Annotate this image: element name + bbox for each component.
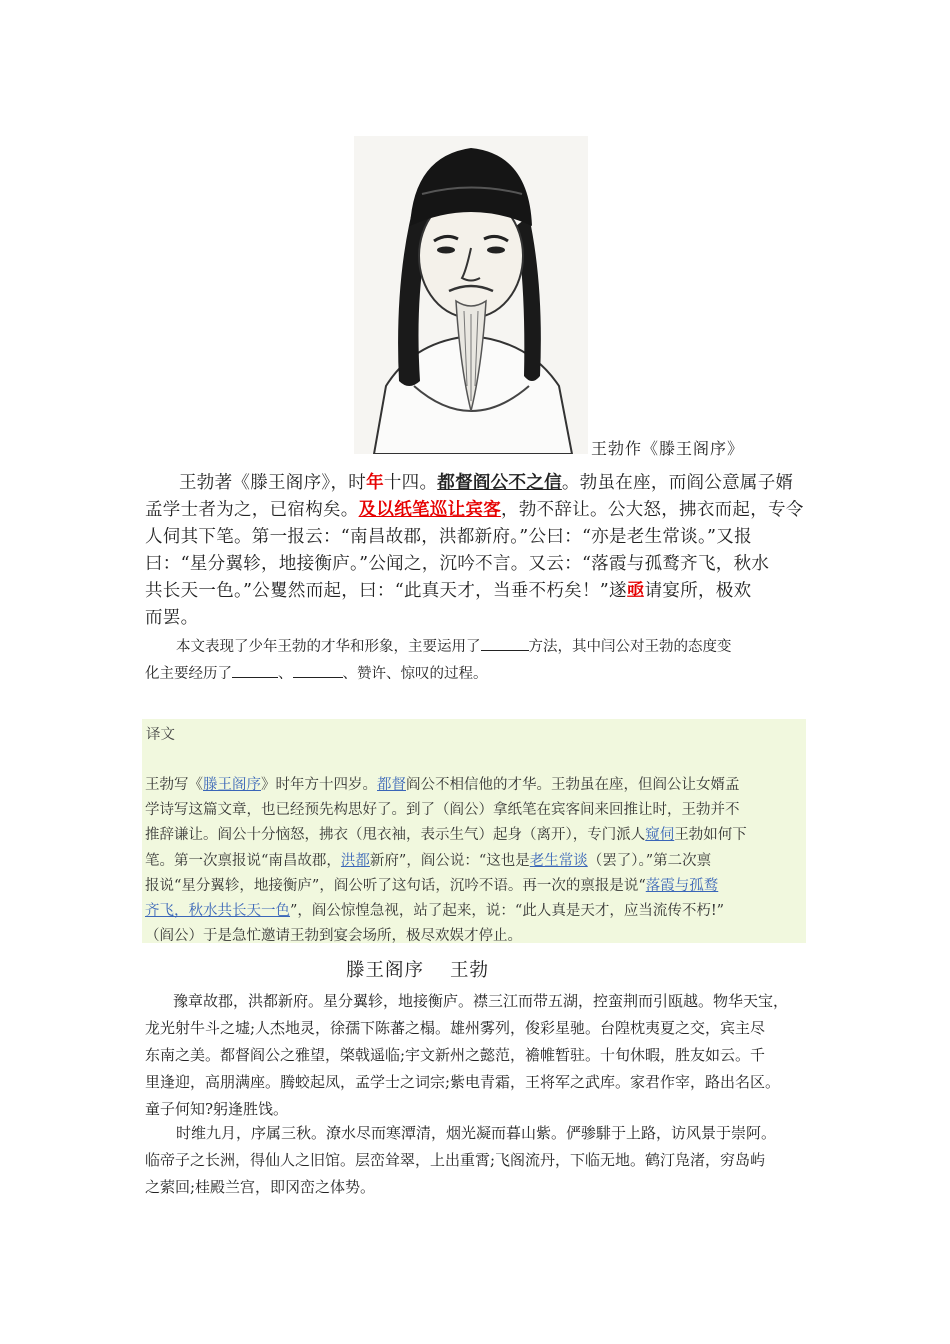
story-line-2 [145, 497, 807, 524]
translation-line [145, 849, 805, 874]
essay-line: 之萦回;桂殿兰宫，即冈峦之体势。 [145, 1178, 376, 1196]
translation-text: 》时年方十四岁。 [261, 777, 377, 793]
story-text: ，勃不辞让。公大怒，拂衣而起，专令 [501, 500, 804, 520]
link-luoxia-1[interactable]: 落霞与孤鹜 [645, 877, 719, 894]
story-paragraph [145, 470, 807, 632]
translation-box [142, 719, 806, 943]
translation-text: 王勃如何下 [674, 827, 747, 844]
story-text: 人伺其下笔。第一报云：“南昌故郡，洪都新府。”公曰：“亦是老生常谈。”又报 [145, 527, 752, 547]
link-kuisi[interactable]: 窥伺 [645, 827, 675, 844]
essay-line: 龙光射牛斗之墟;人杰地灵，徐孺下陈蕃之榻。雄州雾列，俊彩星驰。台隍枕夷夏之交，宾主尽 [145, 1019, 766, 1037]
translation-line [145, 823, 805, 848]
answer-blank-1[interactable] [481, 636, 529, 651]
question-text: 方法，其中闫公对王勃的态度变 [528, 639, 732, 655]
link-hongdu[interactable]: 洪都 [340, 852, 370, 869]
story-line-6 [145, 605, 807, 632]
emphasis-red: 亟 [626, 581, 645, 601]
story-text: 曰：“星分翼轸，地接衡庐。”公闻之，沉吟不言。又云：“落霞与孤鹜齐飞，秋水 [145, 554, 770, 574]
translation-text: 笔。第一次禀报说“南昌故郡， [145, 852, 341, 869]
link-laoshengchangtan[interactable]: 老生常谈 [529, 852, 588, 869]
answer-blank-2[interactable] [232, 663, 278, 678]
translation-text: ”，阎公惊惶急视，站了起来，说：“此人真是天才，应当流传不朽!” [290, 902, 725, 919]
essay-line: 时维九月，序属三秋。潦水尽而寒潭清，烟光凝而暮山紫。俨骖騑于上路，访风景于崇阿。 [176, 1124, 777, 1142]
question-block [145, 634, 810, 688]
link-dudu[interactable]: 都督 [377, 777, 406, 793]
emphasis-underline: 都督阎公不之信 [437, 473, 562, 493]
emphasis-red: 年 [366, 473, 384, 493]
translation-line [145, 874, 805, 899]
translation-line [145, 899, 805, 924]
essay-paragraph-2 [145, 1120, 815, 1201]
translation-text: 王勃写《 [145, 777, 203, 793]
story-line-5 [145, 578, 807, 605]
essay-line: 里逢迎，高朋满座。腾蛟起凤，孟学士之词宗;紫电青霜，王将军之武库。家君作宰，路出名区。 [145, 1073, 781, 1091]
translation-text: 学诗写这篇文章，也已经预先构思好了。到了（阎公）拿纸笔在宾客间来回推让时，王勃并不 [145, 802, 740, 819]
story-line-3 [145, 524, 807, 551]
story-text: 王勃著《滕王阁序》，时 [179, 473, 367, 493]
question-text: 化主要经历了 [145, 666, 232, 682]
translation-text: （阎公）于是急忙邀请王勃到宴会场所，极尽欢娱才停止。 [145, 928, 522, 945]
story-text: 而罢。 [145, 608, 199, 628]
link-luoxia-2[interactable]: 齐飞，秋水共长天一色 [145, 902, 290, 919]
story-text: 十四。 [383, 473, 438, 493]
emphasis-red-underline: 及以纸笔巡让宾客 [358, 500, 502, 520]
translation-line [145, 924, 805, 949]
question-line-1 [145, 634, 810, 661]
story-line-4 [145, 551, 807, 578]
essay-line: 临帝子之长洲，得仙人之旧馆。层峦耸翠，上出重霄;飞阁流丹，下临无地。鹤汀凫渚，穷岛屿 [145, 1151, 766, 1169]
translation-line [145, 773, 805, 798]
translation-title: 译文 [146, 727, 175, 743]
translation-text: 报说“星分翼轸，地接衡庐”，阎公听了这句话，沉吟不语。再一次的禀报是说“ [145, 877, 646, 894]
question-line-2 [145, 661, 810, 688]
translation-text: 新府”，阎公说：“这也是 [369, 852, 530, 869]
question-text: 、赞许、惊叹的过程。 [342, 666, 488, 682]
question-separator: 、 [278, 666, 293, 682]
translation-text: 阎公不相信他的才华。王勃虽在座，但阎公让女婿孟 [406, 777, 740, 793]
story-text: 。勃虽在座，而阎公意属子婿 [561, 473, 794, 493]
figure-caption: 王勃作《滕王阁序》 [591, 439, 745, 458]
story-text: 孟学士者为之，已宿构矣。 [145, 500, 359, 520]
answer-blank-3[interactable] [293, 663, 343, 678]
essay-heading [346, 956, 489, 982]
translation-body [145, 773, 805, 949]
wang-bo-portrait [354, 136, 588, 454]
translation-line [145, 798, 805, 823]
link-tengwangge-xu[interactable]: 滕王阁序 [203, 777, 261, 793]
essay-title: 滕王阁序 [346, 960, 425, 981]
story-line-1 [145, 470, 807, 497]
essay-line: 东南之美。都督阎公之雅望，棨戟遥临;宇文新州之懿范，襜帷暂驻。十旬休暇，胜友如云。千 [145, 1046, 766, 1064]
story-text: 请宴所，极欢 [644, 581, 752, 601]
essay-line: 豫章故郡，洪都新府。星分翼轸，地接衡庐。襟三江而带五湖，控蛮荆而引瓯越。物华天宝， [173, 992, 789, 1010]
translation-text: 推辞谦让。阎公十分恼怒，拂衣（甩衣袖，表示生气）起身（离开），专门派人 [145, 827, 646, 844]
translation-text: （罢了）。”第二次禀 [587, 852, 712, 869]
essay-line: 童子何知?躬逢胜饯。 [145, 1100, 289, 1118]
essay-author: 王勃 [450, 960, 490, 981]
essay-paragraph-1 [145, 988, 815, 1123]
story-text: 共长天一色。”公矍然而起，曰：“此真天才，当垂不朽矣！”遂 [145, 581, 627, 601]
question-text: 本文表现了少年王勃的才华和形象，主要运用了 [176, 639, 481, 655]
